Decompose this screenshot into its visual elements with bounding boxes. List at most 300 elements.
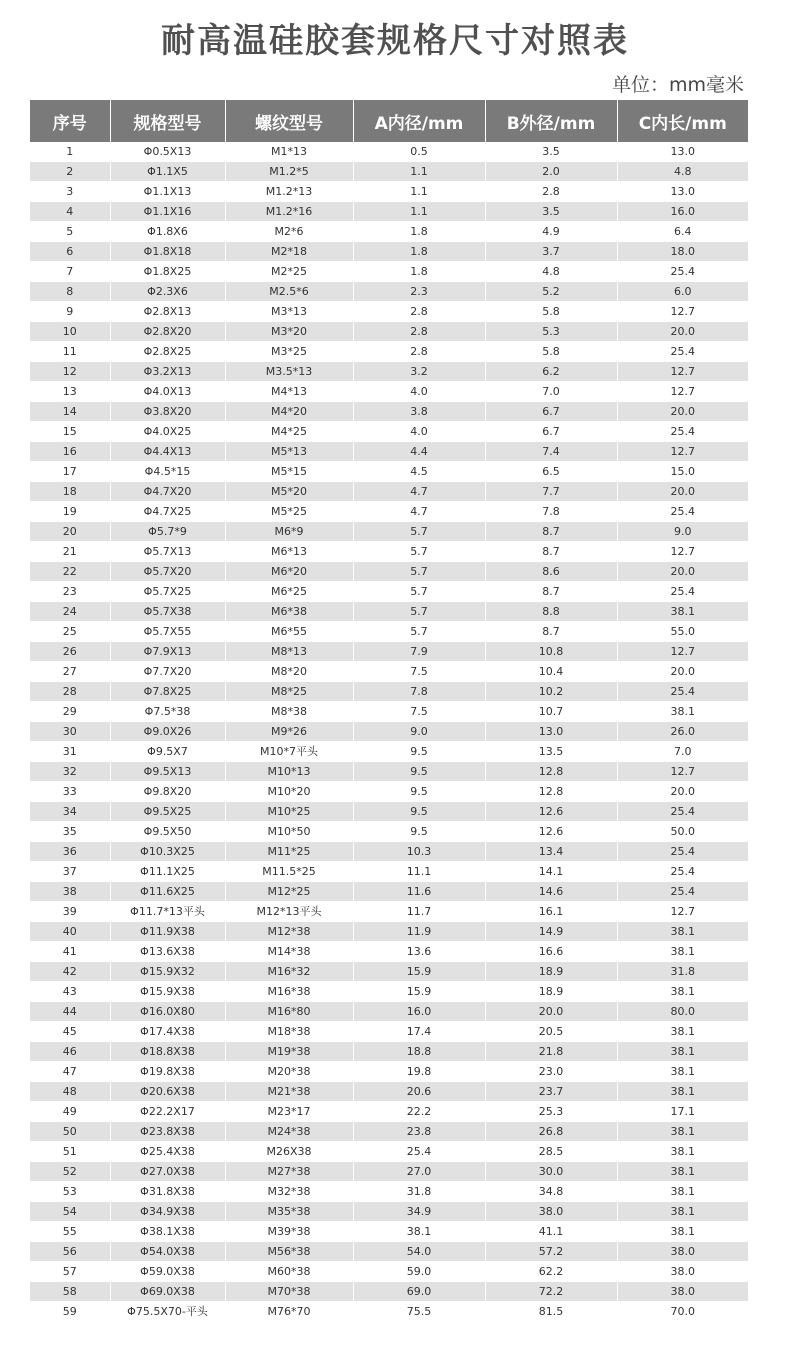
cell-inner-length: 38.1 (617, 702, 748, 722)
table-row (30, 1042, 748, 1062)
cell-index: 53 (30, 1182, 110, 1202)
cell-thread-model: M11*25 (225, 842, 353, 862)
cell-inner-length: 12.7 (617, 902, 748, 922)
cell-outer-diameter: 12.8 (485, 782, 617, 802)
cell-inner-length: 80.0 (617, 1002, 748, 1022)
table-row (30, 422, 748, 442)
cell-inner-length: 17.1 (617, 1102, 748, 1122)
cell-spec-model: Φ23.8X38 (110, 1122, 225, 1142)
table-row (30, 1202, 748, 1222)
cell-outer-diameter: 4.8 (485, 262, 617, 282)
cell-thread-model: M3*13 (225, 302, 353, 322)
cell-index: 1 (30, 142, 110, 162)
cell-index: 44 (30, 1002, 110, 1022)
cell-inner-diameter: 3.2 (353, 362, 485, 382)
cell-outer-diameter: 8.6 (485, 562, 617, 582)
cell-spec-model: Φ9.5X13 (110, 762, 225, 782)
cell-spec-model: Φ7.5*38 (110, 702, 225, 722)
cell-inner-diameter: 2.3 (353, 282, 485, 302)
cell-outer-diameter: 14.6 (485, 882, 617, 902)
cell-outer-diameter: 5.3 (485, 322, 617, 342)
cell-index: 18 (30, 482, 110, 502)
cell-thread-model: M19*38 (225, 1042, 353, 1062)
cell-inner-length: 20.0 (617, 662, 748, 682)
cell-spec-model: Φ18.8X38 (110, 1042, 225, 1062)
cell-outer-diameter: 5.8 (485, 302, 617, 322)
cell-index: 56 (30, 1242, 110, 1262)
cell-thread-model: M6*9 (225, 522, 353, 542)
cell-inner-length: 38.1 (617, 922, 748, 942)
cell-inner-length: 18.0 (617, 242, 748, 262)
cell-thread-model: M11.5*25 (225, 862, 353, 882)
cell-inner-diameter: 9.5 (353, 742, 485, 762)
cell-index: 12 (30, 362, 110, 382)
cell-outer-diameter: 20.5 (485, 1022, 617, 1042)
cell-inner-diameter: 9.5 (353, 762, 485, 782)
table-row (30, 562, 748, 582)
cell-index: 19 (30, 502, 110, 522)
cell-outer-diameter: 23.7 (485, 1082, 617, 1102)
cell-spec-model: Φ10.3X25 (110, 842, 225, 862)
cell-index: 50 (30, 1122, 110, 1142)
table-row (30, 482, 748, 502)
cell-outer-diameter: 34.8 (485, 1182, 617, 1202)
cell-inner-length: 25.4 (617, 582, 748, 602)
table-row (30, 642, 748, 662)
cell-thread-model: M16*38 (225, 982, 353, 1002)
cell-index: 49 (30, 1102, 110, 1122)
cell-index: 17 (30, 462, 110, 482)
table-row (30, 622, 748, 642)
cell-inner-length: 38.1 (617, 1202, 748, 1222)
cell-thread-model: M1.2*13 (225, 182, 353, 202)
cell-inner-diameter: 2.8 (353, 302, 485, 322)
cell-spec-model: Φ15.9X38 (110, 982, 225, 1002)
cell-thread-model: M4*13 (225, 382, 353, 402)
cell-index: 4 (30, 202, 110, 222)
cell-outer-diameter: 16.1 (485, 902, 617, 922)
cell-inner-length: 25.4 (617, 862, 748, 882)
cell-thread-model: M1.2*5 (225, 162, 353, 182)
cell-inner-diameter: 15.9 (353, 962, 485, 982)
cell-index: 46 (30, 1042, 110, 1062)
cell-index: 48 (30, 1082, 110, 1102)
cell-spec-model: Φ17.4X38 (110, 1022, 225, 1042)
table-row (30, 942, 748, 962)
cell-thread-model: M10*25 (225, 802, 353, 822)
cell-outer-diameter: 14.9 (485, 922, 617, 942)
table-row (30, 322, 748, 342)
cell-inner-diameter: 23.8 (353, 1122, 485, 1142)
cell-spec-model: Φ2.8X25 (110, 342, 225, 362)
cell-spec-model: Φ1.1X5 (110, 162, 225, 182)
cell-inner-diameter: 16.0 (353, 1002, 485, 1022)
table-row (30, 682, 748, 702)
cell-spec-model: Φ5.7X13 (110, 542, 225, 562)
cell-inner-diameter: 18.8 (353, 1042, 485, 1062)
cell-thread-model: M5*13 (225, 442, 353, 462)
cell-spec-model: Φ22.2X17 (110, 1102, 225, 1122)
cell-index: 20 (30, 522, 110, 542)
table-row (30, 542, 748, 562)
cell-spec-model: Φ15.9X32 (110, 962, 225, 982)
cell-thread-model: M12*25 (225, 882, 353, 902)
cell-inner-length: 15.0 (617, 462, 748, 482)
cell-inner-length: 38.1 (617, 1022, 748, 1042)
table-row (30, 1142, 748, 1162)
cell-thread-model: M18*38 (225, 1022, 353, 1042)
cell-spec-model: Φ16.0X80 (110, 1002, 225, 1022)
col-header-outer-diameter: B外径/mm (485, 100, 617, 142)
cell-index: 24 (30, 602, 110, 622)
cell-inner-length: 25.4 (617, 342, 748, 362)
cell-thread-model: M1.2*16 (225, 202, 353, 222)
cell-outer-diameter: 3.5 (485, 142, 617, 162)
cell-outer-diameter: 3.7 (485, 242, 617, 262)
table-row (30, 1162, 748, 1182)
table-row (30, 522, 748, 542)
cell-thread-model: M10*50 (225, 822, 353, 842)
table-row (30, 162, 748, 182)
cell-thread-model: M16*32 (225, 962, 353, 982)
cell-inner-length: 38.1 (617, 942, 748, 962)
cell-inner-diameter: 69.0 (353, 1282, 485, 1302)
table-row (30, 602, 748, 622)
cell-index: 45 (30, 1022, 110, 1042)
cell-inner-diameter: 25.4 (353, 1142, 485, 1162)
cell-index: 39 (30, 902, 110, 922)
cell-spec-model: Φ25.4X38 (110, 1142, 225, 1162)
cell-inner-diameter: 4.4 (353, 442, 485, 462)
cell-inner-diameter: 22.2 (353, 1102, 485, 1122)
table-row (30, 802, 748, 822)
table-row (30, 822, 748, 842)
cell-inner-diameter: 31.8 (353, 1182, 485, 1202)
cell-inner-length: 4.8 (617, 162, 748, 182)
table-row (30, 1022, 748, 1042)
cell-index: 55 (30, 1222, 110, 1242)
cell-index: 58 (30, 1282, 110, 1302)
cell-inner-length: 38.0 (617, 1282, 748, 1302)
table-row (30, 1082, 748, 1102)
cell-outer-diameter: 12.6 (485, 802, 617, 822)
cell-thread-model: M21*38 (225, 1082, 353, 1102)
cell-outer-diameter: 6.5 (485, 462, 617, 482)
cell-thread-model: M8*25 (225, 682, 353, 702)
cell-thread-model: M6*13 (225, 542, 353, 562)
cell-thread-model: M20*38 (225, 1062, 353, 1082)
col-header-inner-length: C内长/mm (617, 100, 748, 142)
cell-index: 54 (30, 1202, 110, 1222)
cell-index: 15 (30, 422, 110, 442)
cell-inner-diameter: 7.9 (353, 642, 485, 662)
cell-index: 47 (30, 1062, 110, 1082)
cell-index: 14 (30, 402, 110, 422)
cell-thread-model: M3.5*13 (225, 362, 353, 382)
cell-spec-model: Φ2.3X6 (110, 282, 225, 302)
cell-inner-length: 25.4 (617, 262, 748, 282)
table-row (30, 1182, 748, 1202)
table-row (30, 982, 748, 1002)
table-row (30, 242, 748, 262)
cell-inner-diameter: 5.7 (353, 582, 485, 602)
cell-thread-model: M10*7平头 (225, 742, 353, 762)
cell-outer-diameter: 13.4 (485, 842, 617, 862)
cell-index: 42 (30, 962, 110, 982)
cell-outer-diameter: 6.7 (485, 422, 617, 442)
cell-thread-model: M1*13 (225, 142, 353, 162)
cell-outer-diameter: 8.7 (485, 622, 617, 642)
cell-inner-length: 12.7 (617, 542, 748, 562)
cell-index: 33 (30, 782, 110, 802)
table-row (30, 142, 748, 162)
table-row (30, 1282, 748, 1302)
table-row (30, 1302, 748, 1322)
cell-inner-diameter: 54.0 (353, 1242, 485, 1262)
cell-spec-model: Φ11.1X25 (110, 862, 225, 882)
cell-outer-diameter: 7.7 (485, 482, 617, 502)
table-row (30, 182, 748, 202)
cell-index: 29 (30, 702, 110, 722)
cell-index: 23 (30, 582, 110, 602)
cell-spec-model: Φ38.1X38 (110, 1222, 225, 1242)
cell-spec-model: Φ9.5X7 (110, 742, 225, 762)
spec-table (30, 100, 748, 1322)
col-header-spec-model: 规格型号 (110, 100, 225, 142)
cell-inner-diameter: 7.5 (353, 662, 485, 682)
cell-index: 6 (30, 242, 110, 262)
table-row (30, 1062, 748, 1082)
cell-thread-model: M6*38 (225, 602, 353, 622)
cell-outer-diameter: 6.2 (485, 362, 617, 382)
cell-thread-model: M8*38 (225, 702, 353, 722)
cell-spec-model: Φ1.1X13 (110, 182, 225, 202)
cell-thread-model: M70*38 (225, 1282, 353, 1302)
cell-spec-model: Φ7.8X25 (110, 682, 225, 702)
cell-outer-diameter: 16.6 (485, 942, 617, 962)
cell-outer-diameter: 2.0 (485, 162, 617, 182)
cell-thread-model: M16*80 (225, 1002, 353, 1022)
table-body (30, 142, 748, 1322)
cell-spec-model: Φ3.2X13 (110, 362, 225, 382)
cell-inner-length: 38.0 (617, 1262, 748, 1282)
table-row (30, 662, 748, 682)
cell-index: 57 (30, 1262, 110, 1282)
cell-inner-length: 25.4 (617, 422, 748, 442)
cell-spec-model: Φ5.7X38 (110, 602, 225, 622)
cell-spec-model: Φ4.4X13 (110, 442, 225, 462)
table-row (30, 742, 748, 762)
cell-spec-model: Φ20.6X38 (110, 1082, 225, 1102)
cell-outer-diameter: 5.2 (485, 282, 617, 302)
cell-thread-model: M2*6 (225, 222, 353, 242)
cell-thread-model: M6*20 (225, 562, 353, 582)
cell-spec-model: Φ5.7X25 (110, 582, 225, 602)
cell-inner-diameter: 3.8 (353, 402, 485, 422)
cell-outer-diameter: 8.8 (485, 602, 617, 622)
cell-index: 7 (30, 262, 110, 282)
table-row (30, 262, 748, 282)
cell-inner-diameter: 9.5 (353, 822, 485, 842)
table-row (30, 362, 748, 382)
cell-inner-length: 12.7 (617, 642, 748, 662)
cell-thread-model: M8*13 (225, 642, 353, 662)
cell-thread-model: M12*38 (225, 922, 353, 942)
cell-thread-model: M14*38 (225, 942, 353, 962)
table-row (30, 462, 748, 482)
cell-thread-model: M4*20 (225, 402, 353, 422)
cell-thread-model: M35*38 (225, 1202, 353, 1222)
cell-inner-length: 6.0 (617, 282, 748, 302)
cell-spec-model: Φ3.8X20 (110, 402, 225, 422)
cell-thread-model: M4*25 (225, 422, 353, 442)
cell-inner-diameter: 15.9 (353, 982, 485, 1002)
cell-spec-model: Φ9.5X25 (110, 802, 225, 822)
cell-inner-length: 55.0 (617, 622, 748, 642)
cell-outer-diameter: 30.0 (485, 1162, 617, 1182)
cell-inner-length: 9.0 (617, 522, 748, 542)
cell-outer-diameter: 7.0 (485, 382, 617, 402)
cell-inner-length: 12.7 (617, 302, 748, 322)
cell-inner-length: 38.0 (617, 1242, 748, 1262)
cell-thread-model: M2.5*6 (225, 282, 353, 302)
cell-outer-diameter: 72.2 (485, 1282, 617, 1302)
cell-outer-diameter: 10.7 (485, 702, 617, 722)
cell-inner-diameter: 34.9 (353, 1202, 485, 1222)
col-header-inner-diameter: A内径/mm (353, 100, 485, 142)
cell-thread-model: M10*20 (225, 782, 353, 802)
cell-inner-diameter: 11.9 (353, 922, 485, 942)
cell-inner-diameter: 59.0 (353, 1262, 485, 1282)
cell-spec-model: Φ1.1X16 (110, 202, 225, 222)
cell-outer-diameter: 5.8 (485, 342, 617, 362)
cell-inner-diameter: 1.1 (353, 202, 485, 222)
cell-spec-model: Φ5.7X20 (110, 562, 225, 582)
cell-inner-diameter: 0.5 (353, 142, 485, 162)
cell-inner-length: 38.1 (617, 1122, 748, 1142)
cell-index: 11 (30, 342, 110, 362)
cell-outer-diameter: 25.3 (485, 1102, 617, 1122)
table-row (30, 722, 748, 742)
cell-outer-diameter: 28.5 (485, 1142, 617, 1162)
cell-outer-diameter: 8.7 (485, 522, 617, 542)
cell-thread-model: M76*70 (225, 1302, 353, 1322)
table-row (30, 1242, 748, 1262)
table-row (30, 442, 748, 462)
cell-inner-diameter: 9.5 (353, 802, 485, 822)
cell-thread-model: M27*38 (225, 1162, 353, 1182)
cell-inner-diameter: 4.0 (353, 382, 485, 402)
cell-inner-diameter: 9.0 (353, 722, 485, 742)
cell-thread-model: M32*38 (225, 1182, 353, 1202)
cell-outer-diameter: 8.7 (485, 582, 617, 602)
cell-spec-model: Φ11.6X25 (110, 882, 225, 902)
cell-inner-length: 31.8 (617, 962, 748, 982)
cell-inner-diameter: 4.7 (353, 482, 485, 502)
cell-spec-model: Φ9.5X50 (110, 822, 225, 842)
cell-inner-diameter: 10.3 (353, 842, 485, 862)
cell-inner-diameter: 11.1 (353, 862, 485, 882)
cell-inner-diameter: 1.8 (353, 262, 485, 282)
cell-index: 52 (30, 1162, 110, 1182)
cell-index: 22 (30, 562, 110, 582)
cell-outer-diameter: 6.7 (485, 402, 617, 422)
table-row (30, 342, 748, 362)
cell-thread-model: M2*18 (225, 242, 353, 262)
cell-inner-length: 25.4 (617, 882, 748, 902)
cell-spec-model: Φ19.8X38 (110, 1062, 225, 1082)
cell-inner-length: 13.0 (617, 182, 748, 202)
cell-spec-model: Φ11.7*13平头 (110, 902, 225, 922)
col-header-index: 序号 (30, 100, 110, 142)
cell-spec-model: Φ1.8X6 (110, 222, 225, 242)
cell-inner-diameter: 7.5 (353, 702, 485, 722)
table-row (30, 202, 748, 222)
cell-inner-diameter: 11.7 (353, 902, 485, 922)
table-row (30, 382, 748, 402)
cell-outer-diameter: 57.2 (485, 1242, 617, 1262)
cell-outer-diameter: 81.5 (485, 1302, 617, 1322)
cell-thread-model: M3*20 (225, 322, 353, 342)
cell-inner-diameter: 27.0 (353, 1162, 485, 1182)
cell-inner-length: 16.0 (617, 202, 748, 222)
cell-inner-diameter: 75.5 (353, 1302, 485, 1322)
cell-spec-model: Φ4.0X13 (110, 382, 225, 402)
cell-thread-model: M8*20 (225, 662, 353, 682)
cell-inner-length: 38.1 (617, 982, 748, 1002)
cell-inner-length: 38.1 (617, 602, 748, 622)
cell-inner-length: 38.1 (617, 1222, 748, 1242)
cell-inner-diameter: 38.1 (353, 1222, 485, 1242)
table-row (30, 222, 748, 242)
cell-spec-model: Φ9.0X26 (110, 722, 225, 742)
cell-spec-model: Φ0.5X13 (110, 142, 225, 162)
cell-inner-diameter: 1.8 (353, 242, 485, 262)
cell-inner-length: 12.7 (617, 382, 748, 402)
cell-outer-diameter: 18.9 (485, 982, 617, 1002)
cell-inner-length: 25.4 (617, 842, 748, 862)
cell-thread-model: M5*20 (225, 482, 353, 502)
cell-spec-model: Φ7.9X13 (110, 642, 225, 662)
cell-index: 31 (30, 742, 110, 762)
cell-index: 37 (30, 862, 110, 882)
cell-index: 2 (30, 162, 110, 182)
page-title: 耐高温硅胶套规格尺寸对照表 (161, 21, 629, 61)
cell-outer-diameter: 12.6 (485, 822, 617, 842)
cell-spec-model: Φ4.7X20 (110, 482, 225, 502)
cell-index: 25 (30, 622, 110, 642)
cell-spec-model: Φ54.0X38 (110, 1242, 225, 1262)
cell-index: 9 (30, 302, 110, 322)
cell-inner-length: 12.7 (617, 362, 748, 382)
cell-outer-diameter: 21.8 (485, 1042, 617, 1062)
cell-spec-model: Φ7.7X20 (110, 662, 225, 682)
cell-index: 36 (30, 842, 110, 862)
cell-thread-model: M24*38 (225, 1122, 353, 1142)
cell-index: 43 (30, 982, 110, 1002)
table-row (30, 842, 748, 862)
cell-index: 3 (30, 182, 110, 202)
table-row (30, 1102, 748, 1122)
table-row (30, 302, 748, 322)
cell-inner-length: 38.1 (617, 1082, 748, 1102)
cell-inner-diameter: 11.6 (353, 882, 485, 902)
cell-outer-diameter: 18.9 (485, 962, 617, 982)
cell-spec-model: Φ31.8X38 (110, 1182, 225, 1202)
cell-inner-length: 20.0 (617, 322, 748, 342)
cell-spec-model: Φ5.7X55 (110, 622, 225, 642)
cell-inner-length: 38.1 (617, 1042, 748, 1062)
